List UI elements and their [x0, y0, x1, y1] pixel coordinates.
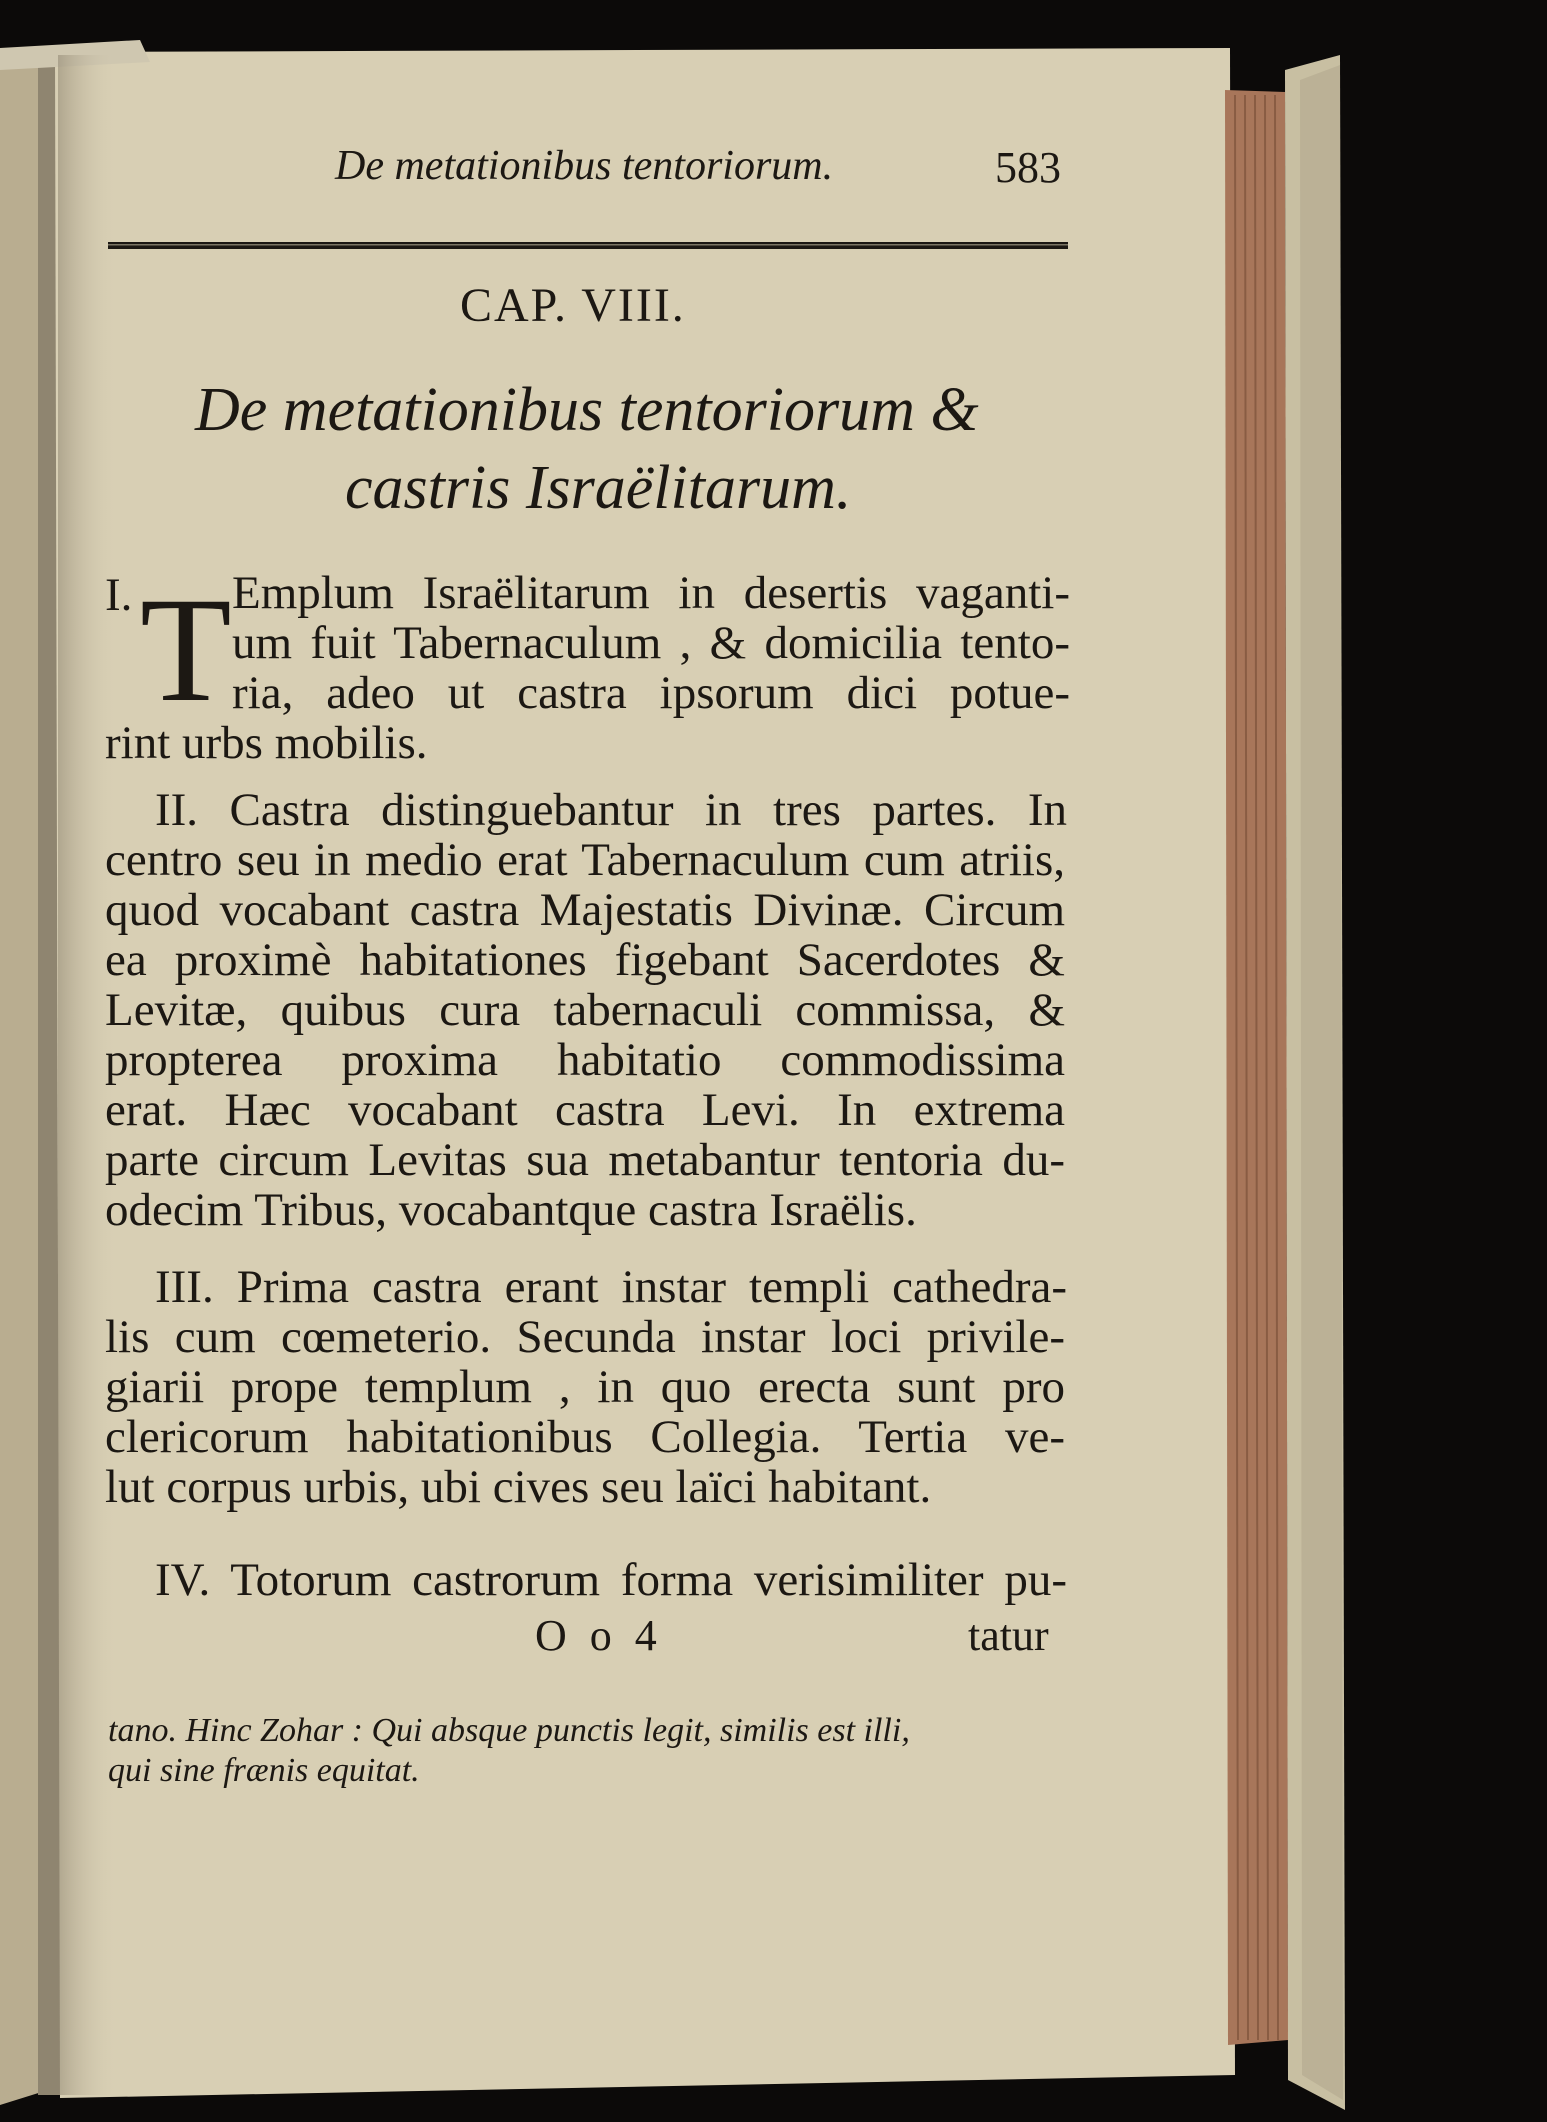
text-line: odecim Tribus, vocabantque castra Israëlis. — [105, 1184, 917, 1236]
text-line: propterea proxima habitatio commodissima — [105, 1034, 1065, 1086]
running-title: De metationibus tentoriorum. — [335, 143, 834, 189]
text-line: III. Prima castra erant instar templi cathedra- — [155, 1261, 1067, 1313]
text-line: IV. Totorum castrorum forma verisimiliter pu- — [155, 1554, 1067, 1606]
text-line: II. Castra distinguebantur in tres partes. In — [155, 784, 1067, 836]
text-line: rint urbs mobilis. — [105, 717, 428, 769]
text-line: centro seu in medio erat Tabernaculum cum atriis, — [105, 834, 1065, 886]
text-line: Levitæ, quibus cura tabernaculi commissa, & — [105, 984, 1065, 1036]
text-line: quod vocabant castra Majestatis Divinæ. Circum — [105, 884, 1065, 936]
catchword: tatur — [968, 1611, 1049, 1660]
header-rule — [108, 242, 1068, 249]
footnote-line: tano. Hinc Zohar : Qui absque punctis legit, similis est illi, — [108, 1712, 910, 1749]
text-line: lut corpus urbis, ubi cives seu laïci habitant. — [105, 1461, 932, 1513]
paragraph-numeral: I. — [105, 569, 133, 621]
text-line: um fuit Tabernaculum , & domicilia tento- — [232, 617, 1070, 669]
text-line: lis cum cœmeterio. Secunda instar loci privile- — [105, 1311, 1065, 1363]
signature-mark: O o 4 — [535, 1611, 663, 1660]
text-line: ea proximè habitationes figebant Sacerdotes & — [105, 934, 1065, 986]
chapter-heading: CAP. VIII. — [460, 279, 686, 332]
chapter-title-line1: De metationibus tentoriorum & — [195, 376, 979, 444]
footnote-line: qui sine frænis equitat. — [108, 1752, 420, 1789]
text-line: clericorum habitationibus Collegia. Tertia ve- — [105, 1411, 1065, 1463]
page-number: 583 — [995, 143, 1061, 192]
text-line: giarii prope templum , in quo erecta sunt pro — [105, 1361, 1065, 1413]
text-line: ria, adeo ut castra ipsorum dici potue- — [232, 667, 1070, 719]
chapter-title-line2: castris Israëlitarum. — [345, 454, 852, 522]
text-line: Emplum Israëlitarum in desertis vaganti- — [232, 567, 1070, 619]
text-line: erat. Hæc vocabant castra Levi. In extrema — [105, 1084, 1065, 1136]
text-line: parte circum Levitas sua metabantur tentoria du- — [105, 1134, 1065, 1186]
drop-cap: T — [140, 567, 232, 733]
